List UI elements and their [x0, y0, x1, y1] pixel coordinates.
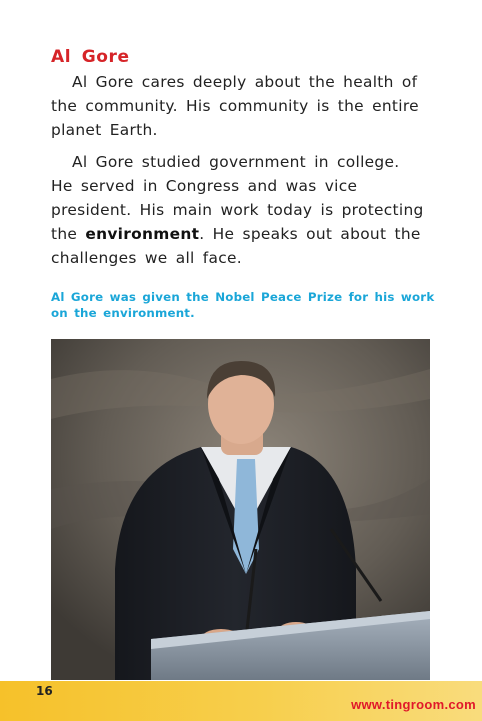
paragraph-line: challenges we all face.	[51, 249, 242, 267]
paragraph-line: president. His main work today is protecting	[51, 201, 424, 219]
paragraph-community	[51, 70, 421, 142]
page-number: 16	[36, 684, 53, 698]
speaker-illustration	[51, 339, 430, 680]
watermark-link[interactable]: www.tingroom.com	[351, 697, 476, 712]
text-fragment: . He speaks out about the	[199, 225, 421, 243]
speaker-photo	[51, 339, 430, 680]
caption-line: Al Gore was given the Nobel Peace Prize for his work	[51, 290, 435, 304]
section-title: Al Gore	[51, 47, 130, 67]
paragraph-line	[51, 222, 421, 246]
photo-caption	[51, 289, 435, 321]
paragraph-line: Al Gore studied government in college.	[72, 153, 400, 171]
paragraph-line: He served in Congress and was vice	[51, 177, 358, 195]
paragraph-career	[51, 150, 424, 270]
paragraph-line: planet Earth.	[51, 121, 158, 139]
caption-line: on the environment.	[51, 306, 195, 320]
paragraph-line: Al Gore cares deeply about the health of	[72, 73, 418, 91]
keyword-environment: environment	[85, 225, 200, 243]
paragraph-line: the community. His community is the entire	[51, 97, 419, 115]
text-fragment: the	[51, 225, 86, 243]
